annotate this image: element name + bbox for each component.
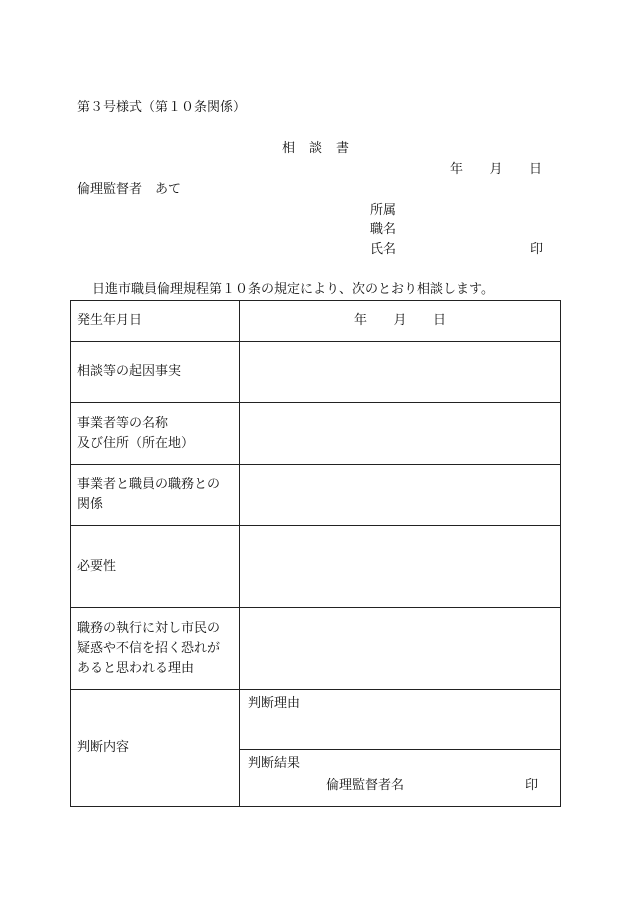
table-row (71, 526, 561, 608)
table-row (71, 301, 561, 342)
day-label: 日 (432, 313, 446, 328)
table-row (71, 690, 561, 750)
affiliation-label: 所属 (370, 203, 397, 218)
table-row (71, 608, 561, 690)
year-label: 年 (450, 162, 464, 177)
table-row (71, 342, 561, 403)
cause-field[interactable] (240, 342, 561, 403)
intro-text: 日進市職員倫理規程第１０条の規定により、次のとおり相談します。 (92, 282, 494, 297)
document-title: 相談書 (282, 141, 364, 156)
occurrence-date-field[interactable] (240, 301, 561, 342)
addressee: 倫理監督者 あて (77, 182, 182, 197)
business-label-line: 事業者等の名称 (77, 415, 169, 431)
table-row (71, 465, 561, 526)
day-label: 日 (528, 162, 542, 177)
table-row (71, 403, 561, 465)
judgment-reason-field[interactable] (240, 690, 561, 750)
cause-label: 相談等の起因事実 (71, 342, 240, 403)
year-label: 年 (354, 313, 368, 328)
necessity-field[interactable] (240, 526, 561, 608)
judgment-result-field[interactable] (240, 750, 561, 807)
business-label-line: 及び住所（所在地） (77, 435, 195, 451)
supervisor-name-label: 倫理監督者名 (326, 778, 405, 793)
doubt-field[interactable] (240, 608, 561, 690)
judgment-label: 判断内容 (71, 690, 240, 807)
consultation-table (70, 300, 561, 807)
necessity-label: 必要性 (71, 526, 240, 608)
doubt-label-line: あると思われる理由 (77, 660, 195, 676)
submission-date (450, 163, 542, 176)
name-label: 氏名 (370, 242, 397, 257)
doubt-label-line: 疑惑や不信を招く恐れが (77, 640, 221, 656)
month-label: 月 (489, 162, 503, 177)
judgment-result-label: 判断結果 (248, 756, 301, 771)
doubt-label-line: 職務の執行に対し市民の (77, 620, 221, 636)
month-label: 月 (393, 313, 407, 328)
relation-label (71, 465, 240, 526)
supervisor-seal: 印 (524, 778, 538, 793)
relation-label-line: 事業者と職員の職務との (77, 477, 221, 492)
position-label: 職名 (370, 222, 397, 237)
business-label (71, 403, 240, 465)
relation-label-line: 関係 (77, 497, 104, 512)
occurrence-date-label: 発生年月日 (71, 301, 240, 342)
applicant-seal: 印 (530, 242, 544, 257)
doubt-label (71, 608, 240, 690)
relation-field[interactable] (240, 465, 561, 526)
judgment-reason-label: 判断理由 (248, 696, 301, 711)
form-number: 第３号様式（第１０条関係） (77, 100, 247, 115)
business-field[interactable] (240, 403, 561, 465)
